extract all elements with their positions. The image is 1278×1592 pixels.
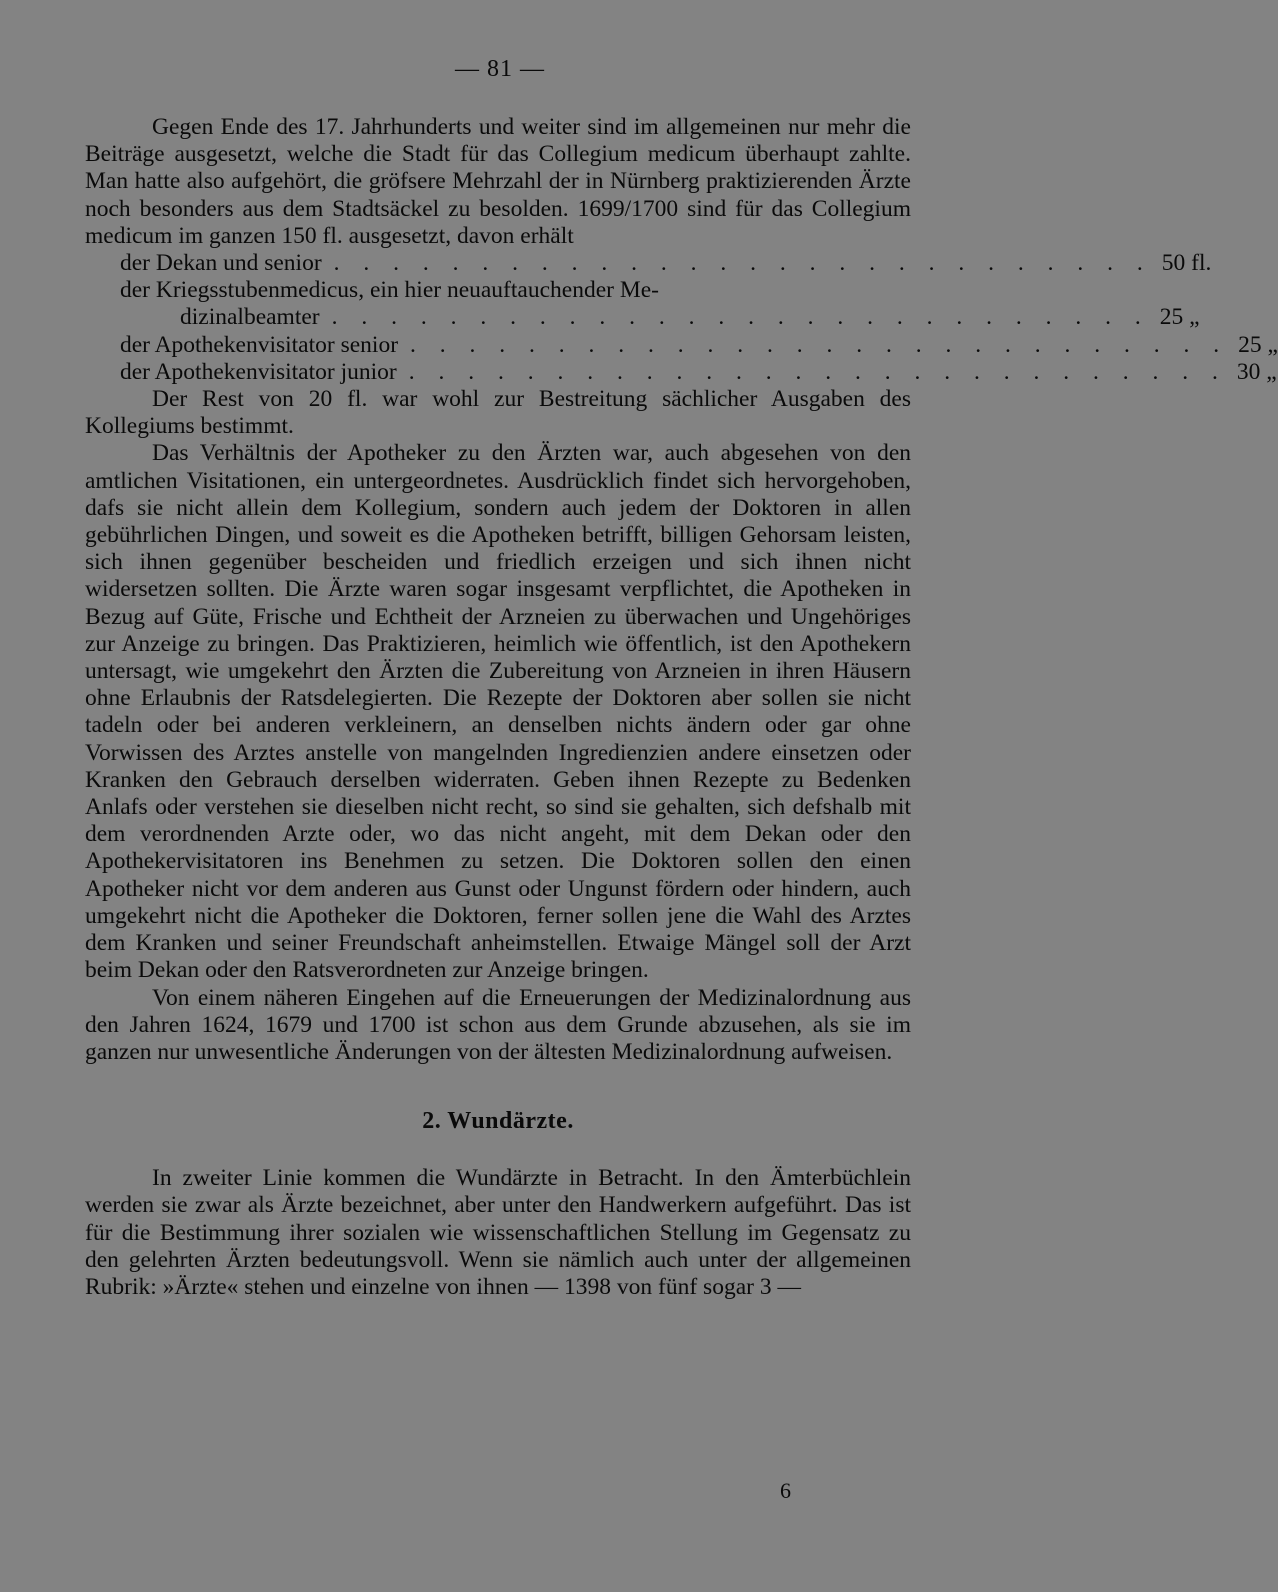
- page-number: — 81 —: [455, 56, 545, 82]
- leader-dots: . . . . . . . . . . . . . . . . . . . . . . . . . . . .: [408, 358, 1227, 385]
- leader-dots: . . . . . . . . . . . . . . . . . . . . . . . . . . . .: [333, 250, 1152, 277]
- salary-label: der Apothekenvisitator senior: [120, 331, 399, 358]
- salary-amount: 25 „: [1159, 304, 1200, 331]
- salary-amount: 30 „: [1236, 358, 1277, 385]
- body-text: [85, 114, 1278, 1301]
- salary-row-visitator-junior: [85, 358, 1277, 386]
- salary-amount: 25 „: [1238, 331, 1278, 358]
- salary-label: der Dekan und senior: [120, 250, 322, 277]
- leader-dots: . . . . . . . . . . . . . . . . . . . . . . . . . . . .: [331, 304, 1150, 331]
- salary-label-part1: der Kriegsstubenmedicus, ein hier neuauftauchender Me-: [120, 277, 659, 304]
- salary-label-part2: dizinalbeamter: [180, 304, 320, 331]
- salary-row-dekan: [85, 250, 1212, 277]
- paragraph-apotheker: Das Verhältnis der Apotheker zu den Ärzten war, auch abgesehen von den amtlichen Visitationen, ein untergeordnetes. Ausdrücklich findet sich hervorgehoben, dafs sie nicht allein dem Kollegium, sondern auch jedem der Doktoren in allen gebührlichen Dingen, und soweit es die Apotheken betrifft, billigen Gehorsam leisten, sich ihnen gegenüber bescheiden und friedlich erzeigen und sich ihnen nicht widersetzen sollten. Die Ärzte waren sogar insgesamt verpflichtet, die Apotheken in Bezug auf Güte, Frische und Echtheit der Arzneien zu überwachen und Ungehöriges zur Anzeige zu bringen. Das Praktizieren, heimlich wie öffentlich, ist den Apothekern untersagt, wie umgekehrt den Ärzten die Zubereitung von Arzneien in ihren Häusern ohne Erlaubnis der Ratsdelegierten. Die Rezepte der Doktoren aber sollen sie nicht tadeln oder bei anderen verkleinern, an denselben nichts ändern oder gar ohne Vorwissen des Arztes anstelle von mangelnden Ingredienzien andere einsetzen oder Kranken den Gebrauch derselben widerraten. Geben ihnen Rezepte zu Bedenken Anlafs oder verstehen sie dieselben nicht recht, so sind sie gehalten, sich defshalb mit dem verordnenden Arzte oder, wo das nicht angeht, mit dem Dekan oder den Apothekervisitatoren ins Benehmen zu setzen. Die Doktoren sollen den einen Apotheker nicht vor dem anderen aus Gunst oder Ungunst fördern oder hindern, auch umgekehrt nicht die Apotheker die Doktoren, ferner sollen jene die Wahl des Arztes dem Kranken und seiner Freundschaft anheimstellen. Etwaige Mängel soll der Arzt beim Dekan oder den Ratsverordneten zur Anzeige bringen.: [85, 440, 911, 984]
- salary-row-kriegsstubenmedicus: [85, 304, 1200, 331]
- salary-row-kriegsstubenmedicus-line1: [85, 277, 911, 304]
- salary-list: [85, 250, 1278, 386]
- signature-mark: 6: [780, 1478, 791, 1503]
- paragraph-wundaerzte: In zweiter Linie kommen die Wundärzte in Betracht. In den Ämterbüchlein werden sie zwar als Ärzte bezeichnet, aber unter den Handwerkern aufgeführt. Das ist für die Bestimmung ihrer sozialen wie wissenschaftlichen Stellung im Gegensatz zu den gelehrten Ärzten bedeutungsvoll. Wenn sie nämlich auch unter der allgemeinen Rubrik: »Ärzte« stehen und einzelne von ihnen — 1398 von fünf sogar 3 —: [85, 1165, 911, 1300]
- salary-row-visitator-senior: [85, 331, 1278, 359]
- paragraph-medizinalordnung: Von einem näheren Eingehen auf die Erneuerungen der Medizinalordnung aus den Jahren 1624, 1679 und 1700 ist schon aus dem Grunde abzusehen, als sie im ganzen nur unwesentliche Änderungen von der ältesten Medizinalordnung aufweisen.: [85, 984, 911, 1065]
- section-heading: 2. Wundärzte.: [422, 1108, 574, 1135]
- leader-dots: . . . . . . . . . . . . . . . . . . . . . . . . . . . .: [410, 331, 1229, 358]
- paragraph-collegium-budget: Gegen Ende des 17. Jahrhunderts und weiter sind im allgemeinen nur mehr die Beiträge ausgesetzt, welche die Stadt für das Collegium medicum überhaupt zahlte. Man hatte also aufgehört, die gröfsere Mehrzahl der in Nürnberg praktizierenden Ärzte noch besonders aus dem Stadtsäckel zu besolden. 1699/1700 sind für das Collegium medicum im ganzen 150 fl. ausgesetzt, davon erhält: [85, 114, 911, 249]
- salary-amount: 50 fl.: [1161, 250, 1212, 277]
- salary-label: der Apothekenvisitator junior: [120, 358, 397, 385]
- paragraph-rest: Der Rest von 20 fl. war wohl zur Bestreitung sächlicher Ausgaben des Kollegiums bestimmt.: [85, 386, 911, 440]
